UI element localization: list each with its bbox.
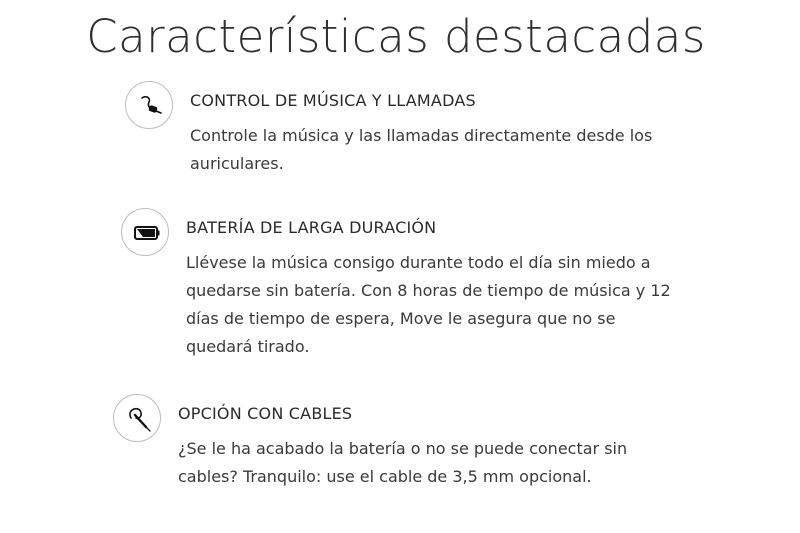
- cable-icon: [113, 394, 161, 442]
- headset-remote-icon: [125, 81, 173, 129]
- feature-description: Llévese la música consigo durante todo el día sin miedo a quedarse sin batería. Con 8 horas de tiempo de música y 12 días de tiempo de espera, Move le asegura que no se quedará tirado.: [186, 253, 671, 356]
- feature-title: CONTROL DE MÚSICA Y LLAMADAS: [190, 91, 476, 110]
- battery-icon: [121, 208, 169, 256]
- page-title: Características destacadas: [86, 10, 706, 63]
- feature-description: Controle la música y las llamadas directamente desde los auriculares.: [190, 126, 653, 173]
- feature-title: BATERÍA DE LARGA DURACIÓN: [186, 218, 437, 237]
- feature-title: OPCIÓN CON CABLES: [178, 404, 353, 423]
- feature-description: ¿Se le ha acabado la batería o no se puede conectar sin cables? Tranquilo: use el cable de 3,5 mm opcional.: [178, 439, 628, 486]
